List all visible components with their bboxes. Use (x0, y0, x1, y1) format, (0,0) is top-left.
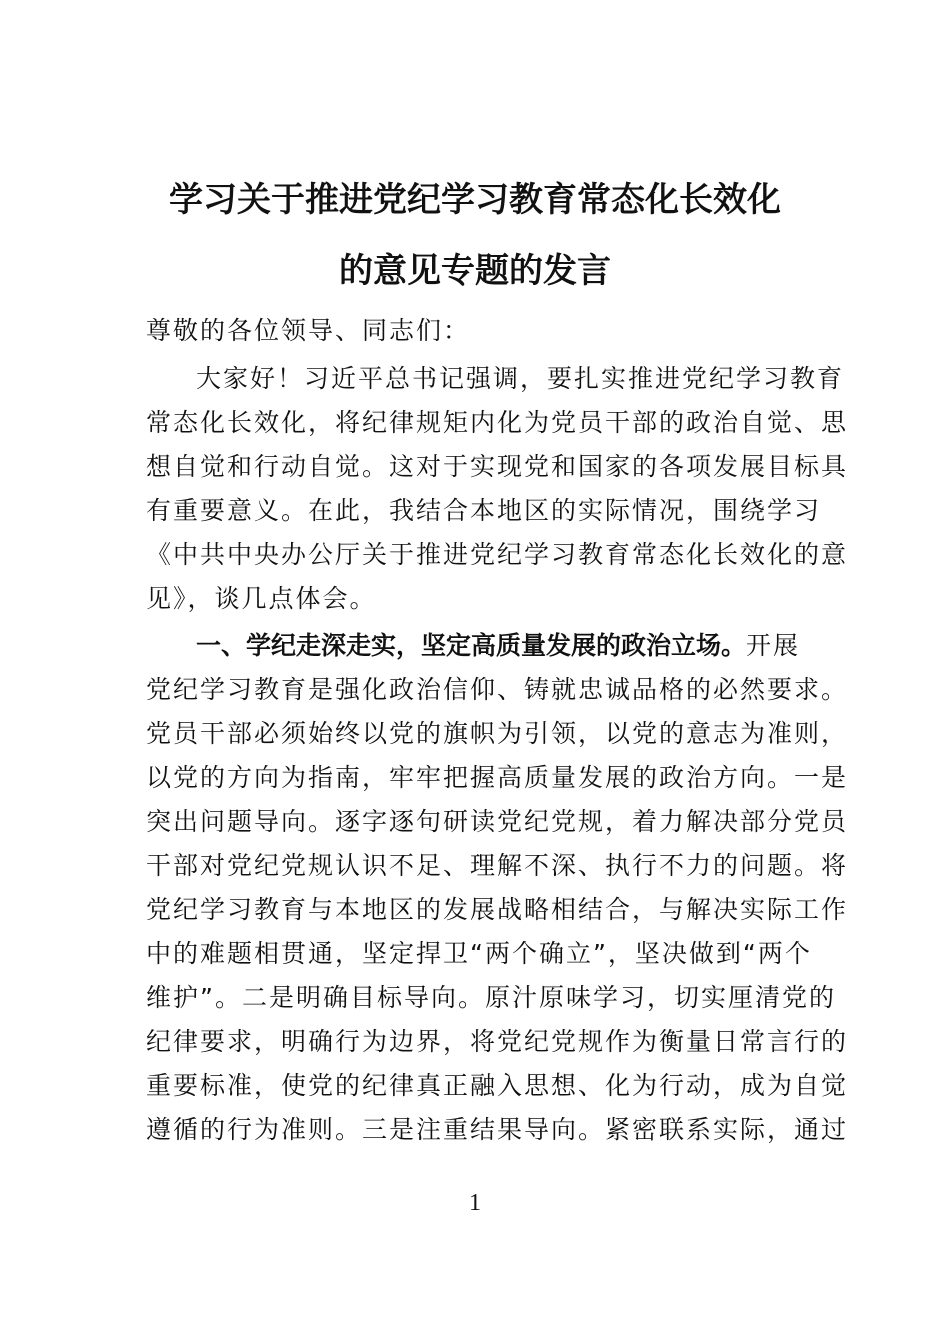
section-heading: 一、学纪走深走实，坚定高质量发展的政治立场。 (196, 631, 747, 660)
paragraph-line: 纪律要求，明确行为边界，将党纪党规作为衡量日常言行的 (146, 1027, 849, 1056)
paragraph-line: 重要标准，使党的纪律真正融入思想、化为行动，成为自觉 (146, 1071, 849, 1100)
section-heading-tail: 开展 (746, 631, 801, 660)
paragraph-line: 有重要意义。在此，我结合本地区的实际情况，围绕学习 (146, 496, 822, 525)
paragraph-line: 党纪学习教育是强化政治信仰、铸就忠诚品格的必然要求。 (146, 675, 849, 704)
document-title-line-1: 学习关于推进党纪学习教育常态化长效化 (169, 180, 781, 220)
document-title-line-2: 的意见专题的发言 (339, 251, 611, 291)
paragraph-line: 遵循的行为准则。三是注重结果导向。紧密联系实际，通过 (146, 1115, 849, 1144)
paragraph-line: 《中共中央办公厅关于推进党纪学习教育常态化长效化的意 (146, 540, 849, 569)
paragraph-line: 常态化长效化，将纪律规矩内化为党员干部的政治自觉、思 (146, 408, 849, 437)
paragraph-line: 大家好！习近平总书记强调，要扎实推进党纪学习教育 (196, 364, 845, 393)
page-number: 1 (469, 1190, 481, 1216)
paragraph-line: 想自觉和行动自觉。这对于实现党和国家的各项发展目标具 (146, 452, 849, 481)
paragraph-line: 干部对党纪党规认识不足、理解不深、执行不力的问题。将 (146, 851, 849, 880)
salutation: 尊敬的各位领导、同志们： (146, 316, 471, 345)
paragraph-line: 以党的方向为指南，牢牢把握高质量发展的政治方向。一是 (146, 763, 849, 792)
section-heading-line (196, 624, 800, 668)
paragraph-line: 党员干部必须始终以党的旗帜为引领，以党的意志为准则， (146, 719, 849, 748)
paragraph-line: 见》，谈几点体会。 (146, 584, 377, 613)
paragraph-line: 党纪学习教育与本地区的发展战略相结合，与解决实际工作 (146, 895, 849, 924)
paragraph-line: 突出问题导向。逐字逐句研读党纪党规，着力解决部分党员 (146, 807, 849, 836)
paragraph-line: 维护”。二是明确目标导向。原汁原味学习，切实厘清党的 (146, 983, 836, 1012)
paragraph-line: 中的难题相贯通，坚定捍卫“两个确立”，坚决做到“两个 (146, 939, 812, 968)
